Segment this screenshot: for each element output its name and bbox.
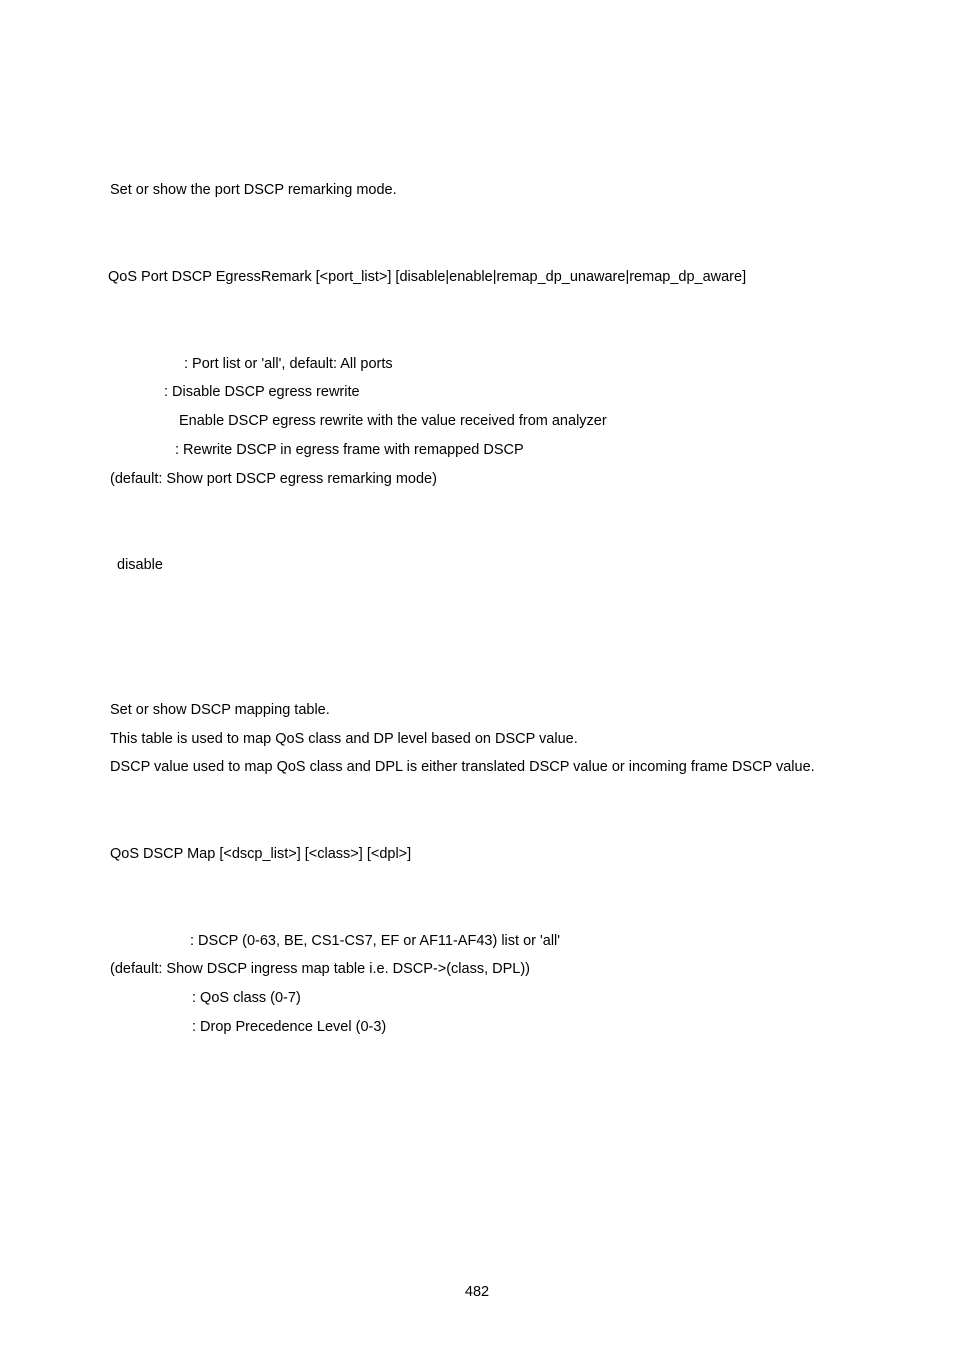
section1-description: Set or show the port DSCP remarking mode. [110,182,397,198]
page-number: 482 [464,1284,490,1300]
section1-param-default: (default: Show port DSCP egress remarking mode) [110,471,437,487]
section1-param-port-list: : Port list or 'all', default: All ports [184,356,393,372]
section1-param-disable: : Disable DSCP egress rewrite [164,384,360,400]
section2-param-class: : QoS class (0-7) [192,990,301,1006]
section2-description-2: This table is used to map QoS class and DP level based on DSCP value. [110,731,578,747]
section2-description-1: Set or show DSCP mapping table. [110,702,330,718]
section2-param-dpl: : Drop Precedence Level (0-3) [192,1019,387,1035]
section1-syntax: QoS Port DSCP EgressRemark [<port_list>] [disable|enable|remap_dp_unaware|remap_dp_aware] [108,269,747,285]
section2-param-dscp-list: : DSCP (0-63, BE, CS1-CS7, EF or AF11-AF43) list or 'all' [190,933,561,949]
section2-description-3: DSCP value used to map QoS class and DPL is either translated DSCP value or incoming frame DSCP value. [110,759,815,775]
section1-param-enable: Enable DSCP egress rewrite with the value received from analyzer [179,413,607,429]
section2-syntax: QoS DSCP Map [<dscp_list>] [<class>] [<dpl>] [110,846,412,862]
section2-param-default: (default: Show DSCP ingress map table i.e. DSCP->(class, DPL)) [110,961,530,977]
section1-param-remap: : Rewrite DSCP in egress frame with remapped DSCP [175,442,524,458]
section1-default-value: disable [117,557,163,573]
